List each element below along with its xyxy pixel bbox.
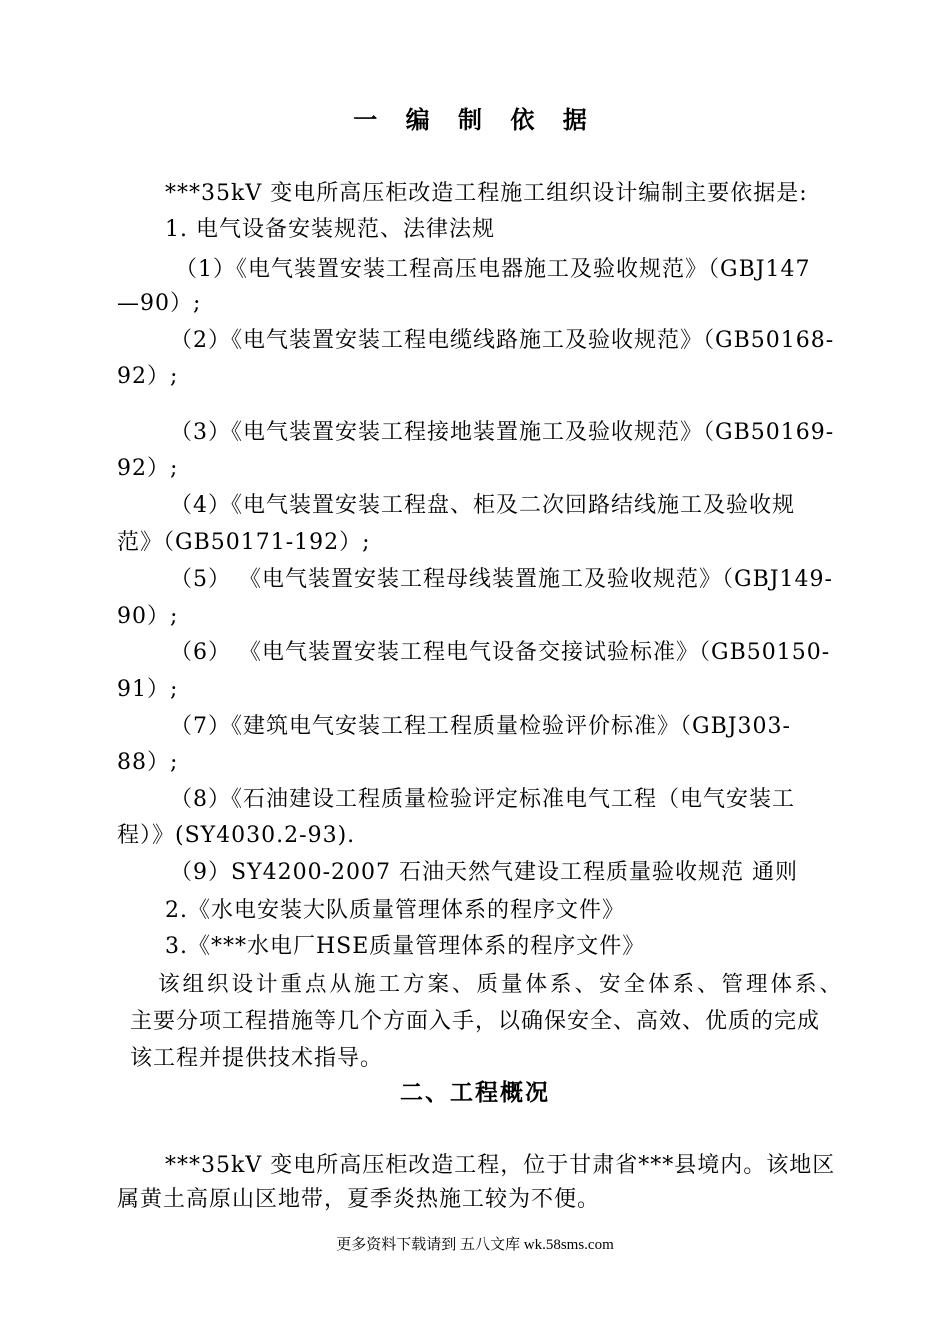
standard-4-line2: 范》（GB50171-192）;: [117, 530, 371, 555]
section1-heading: 一 编 制 依 据: [353, 106, 597, 134]
intro-line: ***35kV 变电所高压柜改造工程施工组织设计编制主要依据是:: [165, 181, 808, 206]
standard-6-line1: （6） 《电气装置安装工程电气设备交接试验标准》（GB50150-: [170, 640, 831, 665]
standard-5-line2: 90）;: [117, 604, 179, 629]
item1-title: 1. 电气设备安装规范、法律法规: [165, 217, 495, 242]
standard-2-line1: （2）《电气装置安装工程电缆线路施工及验收规范》（GB50168-: [170, 328, 835, 353]
standard-7-line1: （7）《建筑电气安装工程工程质量检验评价标准》（GBJ303-: [170, 714, 791, 739]
standard-1-line1: （1）《电气装置安装工程高压电器施工及验收规范》（GBJ147: [175, 257, 811, 282]
footer-link-text[interactable]: 更多资料下载请到 五八文库 wk.58sms.com: [336, 1237, 614, 1253]
standard-4-line1: （4）《电气装置安装工程盘、柜及二次回路结线施工及验收规: [170, 493, 795, 518]
standard-8-line1: （8）《石油建设工程质量检验评定标准电气工程（电气安装工: [170, 787, 795, 812]
item3-line: 3.《***水电厂HSE质量管理体系的程序文件》: [165, 934, 646, 959]
standard-1-line2: —90）;: [117, 291, 202, 316]
item2-line: 2.《水电安装大队质量管理体系的程序文件》: [165, 898, 625, 923]
summary-para-line3: 该工程并提供技术指导。: [130, 1046, 384, 1071]
standard-8-line2: 程）》(SY4030.2-93).: [117, 823, 356, 848]
standard-6-line2: 91）;: [117, 677, 179, 702]
overview-para-line1: ***35kV 变电所高压柜改造工程，位于甘肃省***县境内。该地区: [165, 1153, 836, 1178]
standard-3-line1: （3）《电气装置安装工程接地装置施工及验收规范》（GB50169-: [170, 420, 835, 445]
standard-5-line1: （5） 《电气装置安装工程母线装置施工及验收规范》（GBJ149-: [170, 567, 833, 592]
standard-2-line2: 92）;: [117, 364, 179, 389]
standard-3-line2: 92）;: [117, 456, 179, 481]
standard-7-line2: 88）;: [117, 750, 179, 775]
summary-para-line1: 该组织设计重点从施工方案、质量体系、安全体系、管理体系、: [158, 972, 845, 997]
section2-heading: 二、工程概况: [400, 1080, 550, 1106]
item9-line: （9）SY4200-2007 石油天然气建设工程质量验收规范 通则: [170, 860, 798, 885]
overview-para-line2: 属黄土高原山区地带，夏季炎热施工较为不便。: [117, 1187, 601, 1212]
summary-para-line2: 主要分项工程措施等几个方面入手，以确保安全、高效、优质的完成: [130, 1009, 821, 1034]
